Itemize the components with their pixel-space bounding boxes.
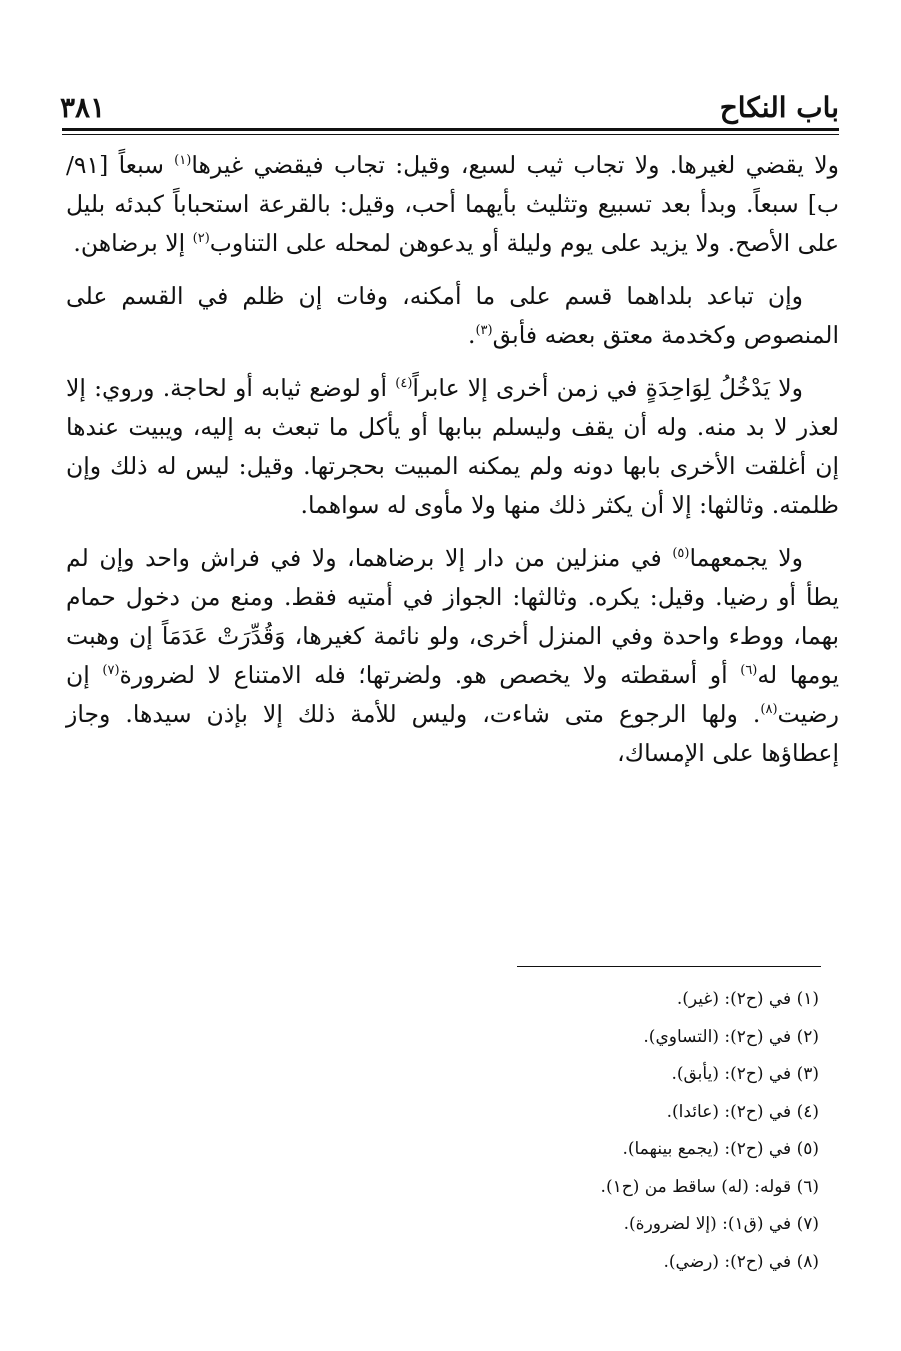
footnote: (٣) في (ح٢): (يأبق). — [671, 1064, 819, 1084]
footnote: (٥) في (ح٢): (يجمع بينهما). — [622, 1139, 819, 1159]
text-run: سبعاً [٩١/ ب] سبعاً. وبدأ بعد تسبيع وتثليث بأيهما أحب، وقيل: بالقرعة استحباباً كبدئه بليل على الأصح. ولا يزيد على يوم وليلة أو يدعوهن لمحله على التناوب — [66, 151, 839, 257]
header-rule-thin — [62, 134, 839, 135]
chapter-title: باب النكاح — [719, 91, 839, 124]
running-header — [60, 74, 839, 124]
footnote: (٦) قوله: (له) ساقط من (ح١). — [600, 1176, 819, 1197]
footnote-separator — [517, 966, 821, 967]
footnote: (٤) في (ح٢): (عائدا). — [666, 1101, 819, 1122]
paragraph — [66, 146, 839, 263]
text-run: أو لوضع ثيابه أو لحاجة. وروي: إلا لعذر لا بد منه. وله أن يقف وليسلم ببابها أو يأكل ما تبعث به إليه، ويبيت عندها إن أغلقت الأخرى بابها دونه ولم يمكنه المبيت بحجرتها. وقيل: ليس له ذلك وإن ظلمته. وثالثها: إلا أن يكثر ذلك منها ولا مأوى له سواهما. — [66, 374, 839, 519]
footnotes — [80, 981, 819, 1281]
footnote: (١) في (ح٢): (غير). — [676, 989, 819, 1009]
text-run: إلا برضاهن. — [73, 229, 193, 257]
main-text — [66, 146, 839, 787]
paragraph — [66, 539, 839, 773]
text-run: . — [467, 321, 476, 349]
text-run: إن رضيت — [66, 661, 839, 728]
footnote: (٢) في (ح٢): (التساوي). — [643, 1026, 819, 1047]
footnote-marker: (٨) — [760, 702, 778, 718]
footnote: (٨) في (ح٢): (رضي). — [663, 1251, 819, 1272]
text-run: ولا يجمعهما — [689, 544, 803, 572]
page-number: ٣٨١ — [60, 91, 106, 124]
footnote-marker: (٥) — [672, 546, 690, 562]
text-run: . ولها الرجوع متى شاءت، وليس للأمة ذلك إلا بإذن سيدها. وجاز إعطاؤها على الإمساك، — [66, 700, 839, 767]
footnote-marker: (٧) — [102, 663, 120, 679]
text-run: وإن تباعد بلداهما قسم على ما أمكنه، وفات إن ظلم في القسم على المنصوص وكخدمة معتق بعضه فأبق — [66, 282, 839, 349]
footnote: (٧) في (ق١): (إلا لضرورة). — [623, 1214, 819, 1234]
text-run: أو أسقطته ولا يخصص هو. ولضرتها؛ فله الامتناع لا لضرورة — [119, 661, 741, 689]
text-run: ولا يقضي لغيرها. ولا تجاب ثيب لسبع، وقيل: تجاب فيقضي غيرها — [191, 151, 839, 179]
header-rule-thick — [62, 128, 839, 131]
paragraph — [66, 369, 839, 525]
footnote-marker: (١) — [174, 153, 192, 169]
paragraph — [66, 277, 839, 355]
footnote-marker: (٢) — [192, 231, 210, 247]
footnote-marker: (٣) — [475, 323, 493, 339]
footnote-marker: (٤) — [395, 376, 413, 392]
text-run: في منزلين من دار إلا برضاهما، ولا في فراش واحد وإن لم يطأ أو رضيا. وقيل: يكره. وثالثها: الجواز في أمتيه فقط. ومنع من دخول حمام بهما، ووطء واحدة وفي المنزل أخرى، ولو نائمة كغيرها، وَقُدِّرَتْ عَدَمَاً إن وهبت يومها له — [66, 544, 839, 689]
footnote-marker: (٦) — [740, 663, 758, 679]
text-run: ولا يَدْخُلُ لِوَاحِدَةٍ في زمن أخرى إلا عابراً — [412, 374, 803, 402]
